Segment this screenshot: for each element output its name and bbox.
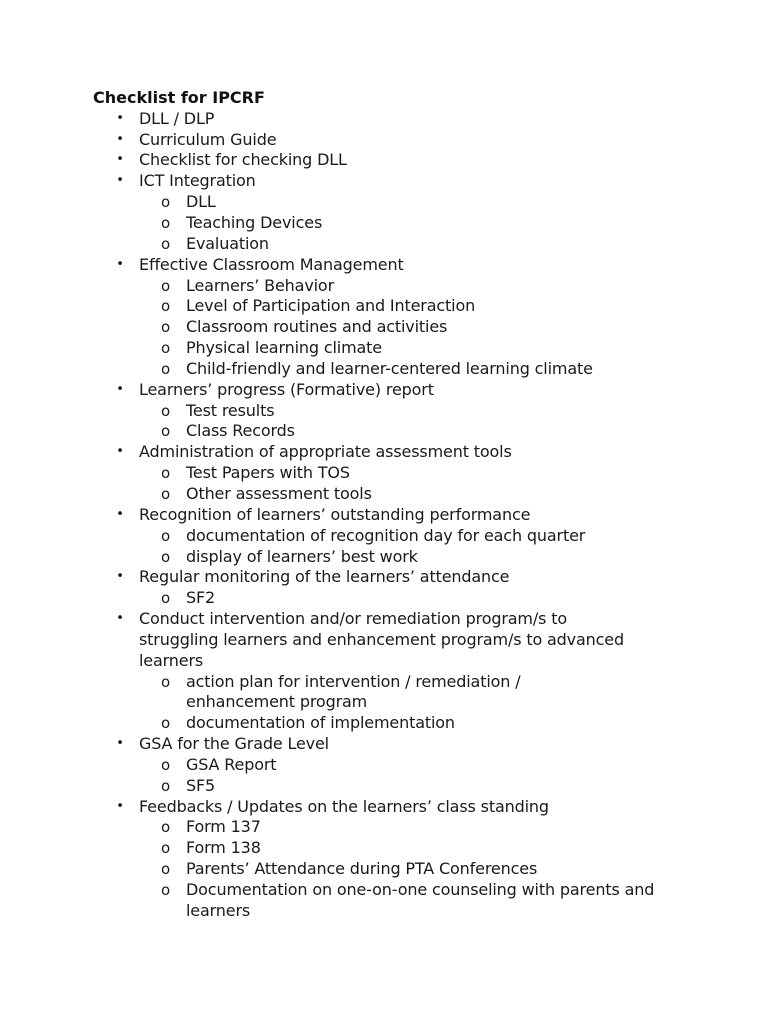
checklist-item	[93, 255, 693, 380]
sub-checklist	[139, 526, 693, 568]
bullet-icon: •	[116, 173, 124, 189]
sub-checklist-item-text: Form 137	[186, 817, 261, 837]
sub-checklist	[139, 401, 693, 443]
checklist	[93, 109, 693, 922]
checklist-item-text: Conduct intervention and/or remediation program/s to struggling learners and enhancement program/s to advanced learners	[139, 609, 624, 670]
sub-checklist-item-text: Teaching Devices	[186, 213, 323, 233]
circle-bullet-icon: o	[161, 214, 171, 233]
sub-checklist-item-text: Class Records	[186, 421, 295, 441]
sub-checklist-item	[139, 192, 693, 213]
circle-bullet-icon: o	[161, 339, 171, 358]
sub-checklist-item	[139, 421, 693, 442]
checklist-item-text: ICT Integration	[139, 171, 256, 191]
sub-checklist-item	[139, 713, 693, 734]
checklist-item	[93, 797, 693, 922]
sub-checklist-item	[139, 234, 693, 255]
sub-checklist-item	[139, 880, 693, 922]
checklist-item-text: Effective Classroom Management	[139, 254, 404, 274]
sub-checklist-item-text: Test Papers with TOS	[186, 463, 350, 483]
sub-checklist-item	[139, 276, 693, 297]
sub-checklist-item	[139, 776, 693, 797]
sub-checklist-item	[139, 859, 693, 880]
circle-bullet-icon: o	[161, 401, 171, 420]
bullet-icon: •	[116, 152, 124, 168]
circle-bullet-icon: o	[161, 589, 171, 608]
checklist-item	[93, 109, 693, 130]
circle-bullet-icon: o	[161, 484, 171, 503]
sub-checklist-item-text: documentation of recognition day for each quarter	[186, 525, 586, 545]
sub-checklist-item	[139, 817, 693, 838]
checklist-item	[93, 505, 693, 568]
sub-checklist-item	[139, 296, 693, 317]
sub-checklist-item-text: Physical learning climate	[186, 338, 382, 358]
circle-bullet-icon: o	[161, 860, 171, 879]
circle-bullet-icon: o	[161, 818, 171, 837]
sub-checklist-item	[139, 317, 693, 338]
checklist-item-text: Regular monitoring of the learners’ attendance	[139, 567, 510, 587]
sub-checklist	[139, 192, 693, 255]
sub-checklist-item	[139, 338, 693, 359]
bullet-icon: •	[116, 131, 124, 147]
checklist-item-text: Curriculum Guide	[139, 129, 277, 149]
sub-checklist	[139, 463, 693, 505]
circle-bullet-icon: o	[161, 881, 171, 900]
checklist-item-text: GSA for the Grade Level	[139, 734, 329, 754]
checklist-item	[93, 380, 693, 443]
circle-bullet-icon: o	[161, 193, 171, 212]
sub-checklist-item	[139, 526, 693, 547]
circle-bullet-icon: o	[161, 234, 171, 253]
checklist-item	[93, 442, 693, 505]
sub-checklist	[139, 588, 693, 609]
sub-checklist-item-text: Level of Participation and Interaction	[186, 296, 476, 316]
sub-checklist-item-text: Form 138	[186, 838, 261, 858]
sub-checklist-item-text: Other assessment tools	[186, 483, 372, 503]
sub-checklist-item-text: DLL	[186, 192, 216, 212]
circle-bullet-icon: o	[161, 526, 171, 545]
page-title: Checklist for IPCRF	[93, 88, 265, 107]
sub-checklist-item	[139, 547, 693, 568]
circle-bullet-icon: o	[161, 672, 171, 691]
sub-checklist-item	[139, 588, 693, 609]
sub-checklist-item-text: display of learners’ best work	[186, 546, 418, 566]
sub-checklist-item	[139, 672, 693, 714]
circle-bullet-icon: o	[161, 422, 171, 441]
checklist-item-text: Recognition of learners’ outstanding performance	[139, 504, 531, 524]
bullet-icon: •	[116, 798, 124, 814]
checklist-item-text: Administration of appropriate assessment tools	[139, 442, 512, 462]
checklist-item-text: Learners’ progress (Formative) report	[139, 379, 434, 399]
sub-checklist-item-text: Documentation on one-on-one counseling with parents and learners	[186, 880, 655, 920]
circle-bullet-icon: o	[161, 318, 171, 337]
sub-checklist-item	[139, 484, 693, 505]
sub-checklist-item	[139, 838, 693, 859]
bullet-icon: •	[116, 256, 124, 272]
circle-bullet-icon: o	[161, 755, 171, 774]
sub-checklist-item-text: Evaluation	[186, 233, 269, 253]
sub-checklist-item-text: Parents’ Attendance during PTA Conferences	[186, 859, 538, 879]
sub-checklist-item-text: Learners’ Behavior	[186, 275, 334, 295]
sub-checklist-item-text: Child-friendly and learner-centered learning climate	[186, 358, 593, 378]
circle-bullet-icon: o	[161, 297, 171, 316]
checklist-item-text: Checklist for checking DLL	[139, 150, 347, 170]
sub-checklist	[139, 817, 693, 921]
bullet-icon: •	[116, 569, 124, 585]
checklist-item	[93, 171, 693, 254]
bullet-icon: •	[116, 444, 124, 460]
sub-checklist-item-text: Classroom routines and activities	[186, 317, 448, 337]
sub-checklist-item-text: Test results	[186, 400, 275, 420]
circle-bullet-icon: o	[161, 547, 171, 566]
circle-bullet-icon: o	[161, 359, 171, 378]
bullet-icon: •	[116, 110, 124, 126]
checklist-item	[93, 567, 693, 609]
checklist-item	[93, 609, 693, 734]
checklist-item	[93, 734, 693, 797]
sub-checklist-item	[139, 213, 693, 234]
sub-checklist	[139, 755, 693, 797]
bullet-icon: •	[116, 506, 124, 522]
sub-checklist-item-text: SF2	[186, 588, 216, 608]
sub-checklist	[139, 276, 693, 380]
bullet-icon: •	[116, 611, 124, 627]
sub-checklist-item-text: SF5	[186, 775, 216, 795]
sub-checklist-item-text: action plan for intervention / remediation / enhancement program	[186, 671, 521, 712]
checklist-item	[93, 150, 693, 171]
bullet-icon: •	[116, 381, 124, 397]
sub-checklist-item-text: documentation of implementation	[186, 713, 455, 733]
sub-checklist	[139, 672, 693, 735]
sub-checklist-item	[139, 359, 693, 380]
checklist-item-text: DLL / DLP	[139, 108, 215, 128]
bullet-icon: •	[116, 736, 124, 752]
circle-bullet-icon: o	[161, 464, 171, 483]
sub-checklist-item	[139, 755, 693, 776]
sub-checklist-item	[139, 463, 693, 484]
circle-bullet-icon: o	[161, 714, 171, 733]
sub-checklist-item-text: GSA Report	[186, 754, 277, 774]
sub-checklist-item	[139, 401, 693, 422]
checklist-item	[93, 130, 693, 151]
circle-bullet-icon: o	[161, 776, 171, 795]
document-body	[93, 88, 693, 922]
checklist-item-text: Feedbacks / Updates on the learners’ class standing	[139, 796, 549, 816]
circle-bullet-icon: o	[161, 276, 171, 295]
circle-bullet-icon: o	[161, 839, 171, 858]
